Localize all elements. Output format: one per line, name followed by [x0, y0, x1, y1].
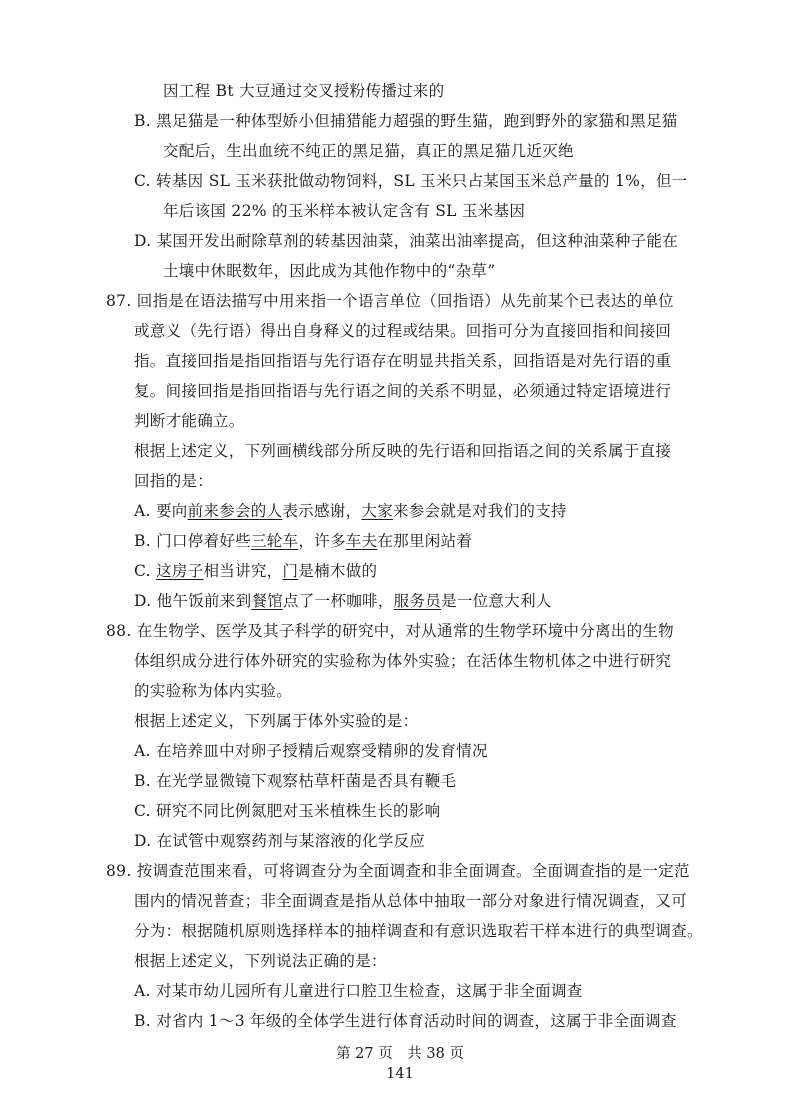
q87-stem-line-1: 87. 回指是在语法描写中用来指一个语言单位（回指语）从先前某个已表达的单位: [106, 292, 674, 310]
q88-stem-line-2: 体组织成分进行体外研究的实验称为体外实验；在活体生物机体之中进行研究: [134, 652, 672, 670]
q88-option-a: A. 在培养皿中对卵子授精后观察受精卵的发育情况: [134, 742, 488, 760]
q88-stem-line-1: 88. 在生物学、医学及其子科学的研究中，对从通常的生物学环境中分离出的生物: [106, 622, 674, 640]
option-text: 点了一杯咖啡，: [283, 592, 394, 610]
q87-option-c: [134, 561, 377, 581]
q87-stem-line-3: 指。直接回指是指回指语与先行语存在明显共指关系，回指语是对先行语的重: [134, 352, 672, 370]
underlined-anaphor: 门: [282, 562, 299, 580]
q89-stem-line-3: 分为：根据随机原则选择样本的抽样调查和有意识选取若干样本进行的典型调查。: [134, 922, 703, 940]
underlined-antecedent: 餐馆: [251, 592, 284, 610]
option-text: 在那里闲站着: [377, 532, 473, 550]
q87-prompt-line-2: 回指的是：: [134, 472, 214, 490]
underlined-antecedent: 这房子: [156, 562, 204, 580]
option-text: ，许多: [298, 532, 346, 550]
option-text: B. 门口停着好些: [134, 532, 251, 550]
underlined-anaphor: 大家: [361, 502, 393, 520]
q87-option-a: [134, 501, 567, 521]
option-text: 表示感谢，: [282, 502, 362, 520]
q88-prompt: 根据上述定义，下列属于体外实验的是：: [134, 712, 419, 730]
q89-option-a: A. 对某市幼儿园所有儿童进行口腔卫生检查，这属于非全面调查: [134, 982, 583, 1000]
q88-option-d: D. 在试管中观察药剂与某溶液的化学反应: [134, 832, 426, 850]
q87-option-d: [134, 591, 552, 611]
q86-option-a-continuation: 因工程 Bt 大豆通过交叉授粉传播过来的: [163, 82, 445, 100]
q89-prompt: 根据上述定义，下列说法正确的是：: [134, 952, 387, 970]
underlined-anaphor: 车夫: [345, 532, 378, 550]
option-text: 相当讲究，: [203, 562, 283, 580]
q87-stem-line-5: 判断才能确立。: [134, 412, 245, 430]
underlined-antecedent: 三轮车: [250, 532, 299, 550]
q87-option-b: [134, 531, 472, 551]
q89-stem-line-2: 围内的情况普查；非全面调查是指从总体中抽取一部分对象进行情况调查，又可: [134, 892, 688, 910]
q87-prompt-line-1: 根据上述定义，下列画横线部分所反映的先行语和回指语之间的关系属于直接: [134, 442, 672, 460]
underlined-anaphor: 服务员: [393, 592, 442, 610]
q86-option-b: B. 黑足猫是一种体型娇小但捕猎能力超强的野生猫，跑到野外的家猫和黑足猫: [134, 112, 678, 130]
q86-option-d-continuation: 土壤中休眠数年，因此成为其他作物中的“杂草”: [163, 262, 496, 280]
q86-option-b-continuation: 交配后，生出血统不纯正的黑足猫，真正的黑足猫几近灭绝: [163, 142, 574, 160]
q87-stem-line-4: 复。间接回指是指回指语与先行语之间的关系不明显，必须通过特定语境进行: [134, 382, 672, 400]
q86-option-d: D. 某国开发出耐除草剂的转基因油菜，油菜出油率提高，但这种油菜种子能在: [134, 232, 679, 250]
option-text: D. 他午饭前来到: [134, 592, 252, 610]
q86-option-c-continuation: 年后该国 22% 的玉米样本被认定含有 SL 玉米基因: [163, 202, 526, 220]
option-text: A. 要向: [134, 502, 188, 520]
option-text: C.: [134, 562, 157, 580]
q88-option-c: C. 研究不同比例氮肥对玉米植株生长的影响: [134, 802, 441, 820]
q86-option-c: C. 转基因 SL 玉米获批做动物饲料，SL 玉米只占某国玉米总产量的 1%，但一: [134, 172, 688, 190]
option-text: 是一位意大利人: [441, 592, 552, 610]
option-text: 是楠木做的: [298, 562, 378, 580]
q89-stem-line-1: 89. 按调查范围来看，可将调查分为全面调查和非全面调查。全面调查指的是一定范: [106, 862, 690, 880]
q88-option-b: B. 在光学显微镜下观察枯草杆菌是否具有鞭毛: [134, 772, 457, 790]
page-number: 141: [386, 1066, 414, 1082]
q87-stem-line-2: 或意义（先行语）得出自身释义的过程或结果。回指可分为直接回指和间接回: [134, 322, 672, 340]
q89-option-b: B. 对省内 1～3 年级的全体学生进行体育活动时间的调查，这属于非全面调查: [134, 1012, 677, 1030]
q88-stem-line-3: 的实验称为体内实验。: [134, 682, 293, 700]
page-count-label: 第 27 页 共 38 页: [336, 1046, 464, 1062]
option-text: 来参会就是对我们的支持: [393, 502, 567, 520]
underlined-antecedent: 前来参会的人: [187, 502, 283, 520]
